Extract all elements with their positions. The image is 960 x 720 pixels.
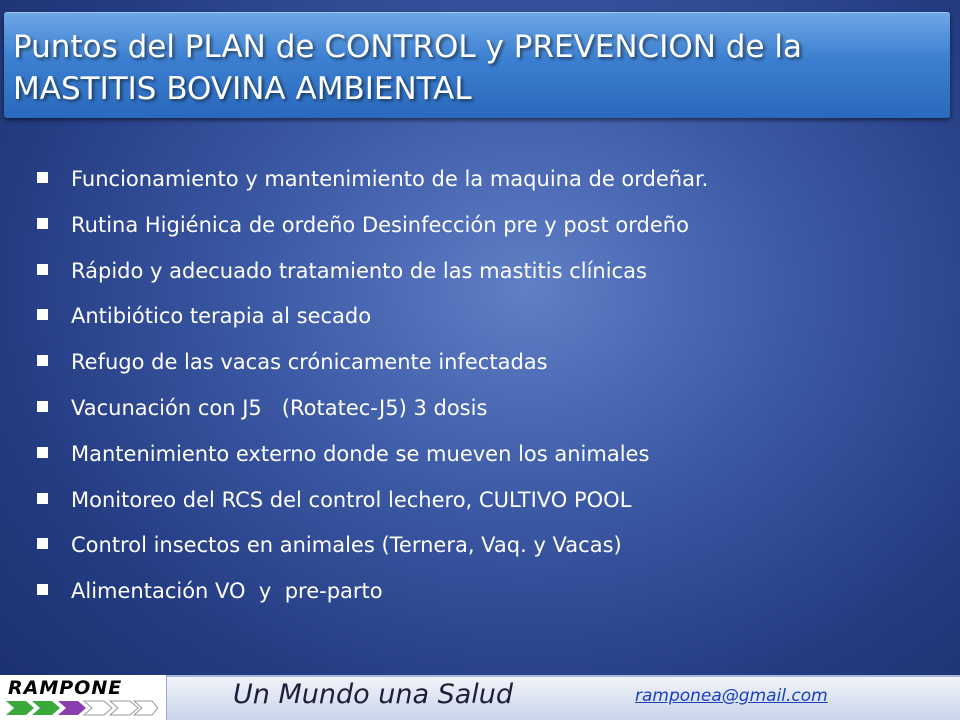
square-bullet-icon <box>37 309 48 320</box>
list-item <box>36 253 936 299</box>
list-item-text: Alimentación VO y pre-parto <box>71 579 383 604</box>
list-item <box>36 298 936 344</box>
list-item-text: Vacunación con J5 (Rotatec-J5) 3 dosis <box>71 395 488 420</box>
list-item <box>36 161 936 207</box>
arrow-chevrons-icon <box>6 699 158 717</box>
list-item <box>36 482 936 528</box>
list-item <box>36 390 936 436</box>
title-bar <box>4 12 950 118</box>
square-bullet-icon <box>37 447 48 458</box>
bullet-list <box>36 161 936 619</box>
list-item-text: Rutina Higiénica de ordeño Desinfección pre y post ordeño <box>71 212 689 237</box>
list-item-text: Control insectos en animales (Ternera, Vaq. y Vacas) <box>71 533 622 558</box>
square-bullet-icon <box>37 538 48 549</box>
rampone-logo <box>0 675 167 720</box>
square-bullet-icon <box>37 172 48 183</box>
square-bullet-icon <box>37 401 48 412</box>
square-bullet-icon <box>37 218 48 229</box>
list-item <box>36 527 936 573</box>
square-bullet-icon <box>37 493 48 504</box>
slide-title: Puntos del PLAN de CONTROL y PREVENCION de la MASTITIS BOVINA AMBIENTAL <box>13 29 803 107</box>
footer-slogan: Un Mundo una Salud <box>233 679 514 710</box>
square-bullet-icon <box>37 355 48 366</box>
list-item-text: Antibiótico terapia al secado <box>71 304 372 329</box>
list-item <box>36 207 936 253</box>
email-link[interactable]: ramponea@gmail.com <box>635 686 828 706</box>
square-bullet-icon <box>37 264 48 275</box>
list-item-text: Mantenimiento externo donde se mueven los animales <box>71 441 650 466</box>
list-item <box>36 573 936 619</box>
logo-wordmark: RAMPONE <box>8 677 123 699</box>
list-item <box>36 436 936 482</box>
list-item-text: Funcionamiento y mantenimiento de la maquina de ordeñar. <box>71 167 709 191</box>
list-item-text: Monitoreo del RCS del control lechero, CULTIVO POOL <box>71 487 632 512</box>
square-bullet-icon <box>37 584 48 595</box>
list-item-text: Rápido y adecuado tratamiento de las mastitis clínicas <box>71 258 647 283</box>
list-item <box>36 344 936 390</box>
list-item-text: Refugo de las vacas crónicamente infectadas <box>71 350 548 375</box>
